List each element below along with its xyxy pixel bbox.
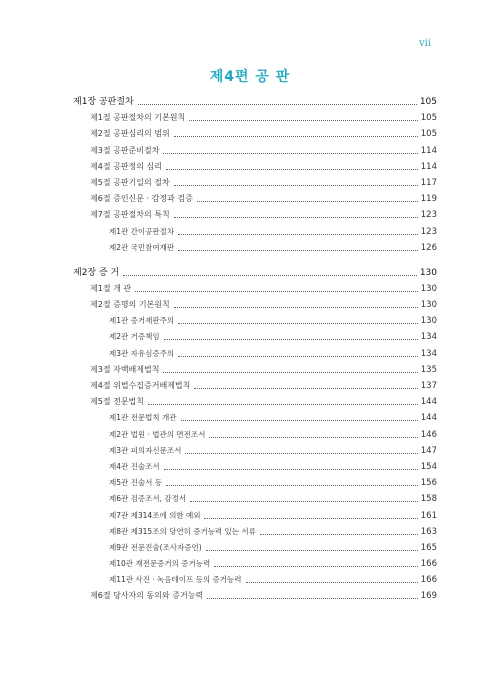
toc-entry-page: 163	[420, 526, 437, 537]
dot-leader	[181, 420, 418, 421]
dot-leader	[123, 275, 417, 276]
dot-leader	[174, 307, 418, 308]
dot-leader	[135, 291, 418, 292]
part-title: 제4편 공 판	[209, 69, 291, 85]
toc-section-entry[interactable]	[73, 158, 437, 172]
toc-entry-page: 130	[420, 300, 437, 311]
toc-subsection-entry[interactable]	[73, 571, 437, 585]
toc-subsection-entry[interactable]	[73, 442, 437, 456]
toc-entry-page: 105	[419, 97, 437, 107]
dot-leader	[174, 217, 418, 218]
toc-entry-page: 169	[420, 591, 437, 602]
toc-subsection-entry[interactable]	[73, 507, 437, 521]
dot-leader	[246, 582, 418, 583]
toc-subsection-entry[interactable]	[73, 523, 437, 537]
toc-section-entry[interactable]	[73, 174, 437, 188]
toc-entry-page: 114	[420, 145, 437, 156]
toc-entry-label: 제3절 자백배제법칙	[90, 364, 160, 374]
toc-entry-page: 146	[420, 429, 437, 440]
dot-leader	[185, 453, 417, 454]
toc-subsection-entry[interactable]	[73, 539, 437, 553]
toc-entry-page: 130	[419, 267, 437, 278]
toc-entry-label: 제4관 진술조서	[109, 461, 160, 471]
toc-entry-label: 제6관 검증조서, 감정서	[109, 494, 187, 504]
toc-entry-label: 제4절 위법수집증거배제법칙	[90, 381, 191, 390]
toc-entry-label: 제5절 전문법칙	[90, 397, 145, 407]
toc-entry-page: 134	[420, 348, 437, 359]
toc-entry-label: 제2절 증명의 기본원칙	[90, 300, 170, 310]
toc-section-entry[interactable]	[73, 190, 437, 204]
toc-subsection-entry[interactable]	[73, 458, 437, 472]
dot-leader	[166, 169, 418, 170]
page-number: vii	[418, 38, 431, 49]
toc-entry-label: 제8관 제315조의 당연히 증거능력 있는 서류	[109, 526, 256, 536]
toc-entry-page: 166	[420, 559, 437, 570]
toc-entry-page: 166	[420, 575, 437, 586]
dot-leader	[174, 185, 418, 186]
toc-entry-page: 144	[420, 397, 437, 408]
dot-leader	[207, 598, 418, 599]
toc-entry-label: 제2관 법원 · 법관의 면전조서	[109, 429, 206, 439]
dot-leader	[163, 372, 417, 373]
toc-entry-label: 제3관 자유심증주의	[109, 348, 175, 358]
toc-entry-page: 158	[420, 494, 437, 505]
dot-leader	[164, 339, 418, 340]
dot-leader	[148, 404, 418, 405]
toc-entry-label: 제6절 당사자의 동의와 증거능력	[90, 591, 204, 601]
dot-leader	[164, 469, 418, 470]
toc-entry-label: 제7관 제314조에 의한 예외	[109, 510, 201, 520]
toc-entry-page: 161	[420, 510, 437, 521]
toc-entry-page: 119	[420, 194, 437, 205]
toc-entry-page: 165	[420, 542, 437, 553]
toc-entry-label: 제4절 공판정의 심리	[90, 161, 162, 171]
dot-leader	[163, 153, 417, 154]
toc-entry-page: 126	[420, 242, 437, 253]
toc-entry-label: 제1절 공판절차의 기본원칙	[90, 113, 186, 123]
toc-entry-page: 134	[420, 332, 437, 343]
toc-entry-label: 제1관 간이공판절차	[109, 226, 175, 236]
toc-section-entry[interactable]	[73, 393, 437, 407]
toc-entry-label: 제3절 공판준비절차	[90, 145, 160, 155]
toc-entry-label: 제3관 피의자신문조서	[109, 445, 182, 455]
toc-subsection-entry[interactable]	[73, 490, 437, 504]
toc-entry-label: 제6절 증인신문 · 감정과 검증	[90, 194, 193, 204]
dot-leader	[194, 388, 417, 389]
toc-entry-page: 130	[420, 316, 437, 327]
dot-leader	[178, 234, 418, 235]
toc-entry-label: 제2관 국민참여재판	[109, 242, 175, 252]
toc-entry-page: 130	[420, 283, 437, 294]
toc-section-entry[interactable]	[73, 587, 437, 601]
dot-leader	[178, 356, 418, 357]
toc-subsection-entry[interactable]	[73, 345, 437, 359]
dot-leader	[166, 485, 418, 486]
toc-entry-label: 제9관 전문진술(조사자증언)	[109, 542, 202, 552]
toc-section-entry[interactable]	[73, 361, 437, 375]
toc-section-entry[interactable]	[73, 377, 437, 391]
toc-subsection-entry[interactable]	[73, 239, 437, 253]
toc-entry-label: 제7절 공판절차의 특칙	[90, 210, 170, 220]
dot-leader	[209, 437, 417, 438]
toc-entry-label: 제1절 개 관	[90, 283, 132, 293]
toc-section-entry[interactable]	[73, 280, 437, 294]
toc-entry-page: 144	[420, 413, 437, 424]
toc-section-entry[interactable]	[73, 109, 437, 123]
dot-leader	[204, 518, 417, 519]
dot-leader	[260, 534, 418, 535]
toc-chapter-entry[interactable]	[73, 264, 437, 278]
toc-entry-label: 제11관 사진 · 녹음테이프 등의 증거능력	[109, 575, 242, 585]
toc-entry-label: 제5절 공판기일의 절차	[90, 177, 170, 187]
toc-entry-page: 123	[420, 226, 437, 237]
toc-entry-page: 123	[420, 210, 437, 221]
toc-section-entry[interactable]	[73, 142, 437, 156]
toc-entry-page: 135	[420, 364, 437, 375]
dot-leader	[197, 201, 418, 202]
dot-leader	[189, 120, 418, 121]
dot-leader	[190, 501, 418, 502]
toc-entry-label: 제1관 전문법칙 개관	[109, 413, 177, 423]
toc-subsection-entry[interactable]	[73, 409, 437, 423]
toc-entry-label: 제5관 진술서 등	[109, 478, 163, 488]
toc-entry-label: 제10관 재전문증거의 증거능력	[109, 559, 211, 569]
toc-subsection-entry[interactable]	[73, 555, 437, 569]
dot-leader	[214, 566, 418, 567]
toc-subsection-entry[interactable]	[73, 223, 437, 237]
toc-entry-label: 제2관 거증책임	[109, 332, 160, 342]
toc-subsection-entry[interactable]	[73, 328, 437, 342]
toc-entry-page: 105	[420, 113, 437, 124]
toc-section-entry[interactable]	[73, 125, 437, 139]
toc-entry-page: 156	[420, 478, 437, 489]
toc-subsection-entry[interactable]	[73, 474, 437, 488]
toc-entry-page: 154	[420, 461, 437, 472]
table-of-contents	[73, 93, 437, 604]
dot-leader	[178, 250, 418, 251]
dot-leader	[178, 323, 418, 324]
toc-subsection-entry[interactable]	[73, 426, 437, 440]
toc-section-entry[interactable]	[73, 206, 437, 220]
toc-section-entry[interactable]	[73, 296, 437, 310]
toc-entry-page: 105	[420, 129, 437, 140]
dot-leader	[138, 104, 417, 105]
toc-entry-label: 제1관 증거재판주의	[109, 316, 175, 326]
toc-entry-page: 114	[420, 161, 437, 172]
toc-entry-label: 제1장 공판절차	[73, 97, 134, 107]
toc-subsection-entry[interactable]	[73, 312, 437, 326]
toc-entry-page: 137	[420, 381, 437, 391]
toc-entry-page: 147	[420, 445, 437, 456]
dot-leader	[174, 136, 418, 137]
toc-entry-label: 제2절 공판심리의 범위	[90, 129, 170, 139]
toc-entry-label: 제2장 증 거	[73, 267, 120, 278]
toc-chapter-entry[interactable]	[73, 93, 437, 107]
toc-entry-page: 117	[420, 177, 437, 188]
dot-leader	[206, 550, 418, 551]
